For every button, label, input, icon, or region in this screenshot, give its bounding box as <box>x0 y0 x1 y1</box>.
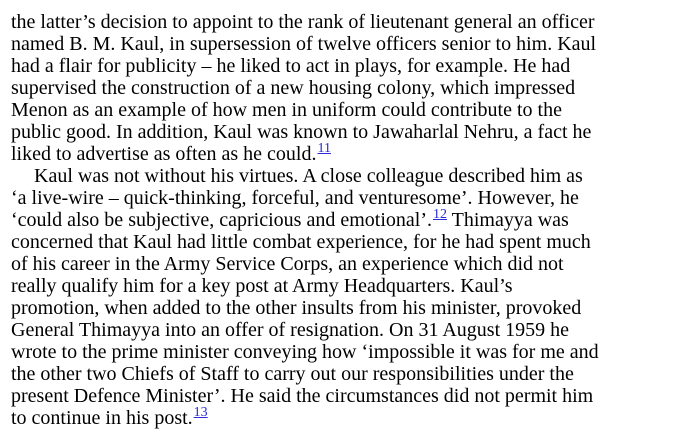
text-line: the latter’s decision to appoint to the rank of lieutenant general an officer <box>11 11 595 33</box>
text-line: supervised the construction of a new housing colony, which impressed <box>11 77 576 99</box>
text-line: to continue in his post. <box>11 407 193 429</box>
text-line-with-footnote <box>11 209 569 231</box>
text-line: Thimayya was <box>446 209 569 231</box>
text-line: ‘could also be subjective, capricious and emotional’. <box>11 209 432 231</box>
text-line: ‘a live-wire – quick-thinking, forceful, and venturesome’. However, he <box>11 187 579 209</box>
text-line-with-footnote <box>11 143 331 165</box>
text-line: General Thimayya into an offer of resignation. On 31 August 1959 he <box>11 319 570 341</box>
footnote-link-13[interactable]: 13 <box>193 405 208 420</box>
text-line: liked to advertise as often as he could. <box>11 143 317 165</box>
text-line: concerned that Kaul had little combat experience, for he had spent much <box>11 231 591 253</box>
text-line: had a flair for publicity – he liked to act in plays, for example. He had <box>11 55 571 77</box>
text-line: wrote to the prime minister conveying how ‘impossible it was for me and <box>11 341 599 363</box>
text-line-with-footnote <box>11 407 208 429</box>
text-line: promotion, when added to the other insults from his minister, provoked <box>11 297 582 319</box>
text-line: public good. In addition, Kaul was known to Jawaharlal Nehru, a fact he <box>11 121 592 143</box>
text-line: really qualify him for a key post at Army Headquarters. Kaul’s <box>11 275 513 297</box>
text-line: of his career in the Army Service Corps, an experience which did not <box>11 253 564 275</box>
footnote-link-11[interactable]: 11 <box>317 141 331 156</box>
text-line: named B. M. Kaul, in supersession of twelve officers senior to him. Kaul <box>11 33 597 55</box>
text-line: present Defence Minister’. He said the circumstances did not permit him <box>11 385 594 407</box>
text-line: the other two Chiefs of Staff to carry out our responsibilities under the <box>11 363 574 385</box>
footnote-link-12[interactable]: 12 <box>432 207 447 222</box>
text-line: Menon as an example of how men in uniform could contribute to the <box>11 99 562 121</box>
text-line: Kaul was not without his virtues. A close colleague described him as <box>34 165 583 187</box>
